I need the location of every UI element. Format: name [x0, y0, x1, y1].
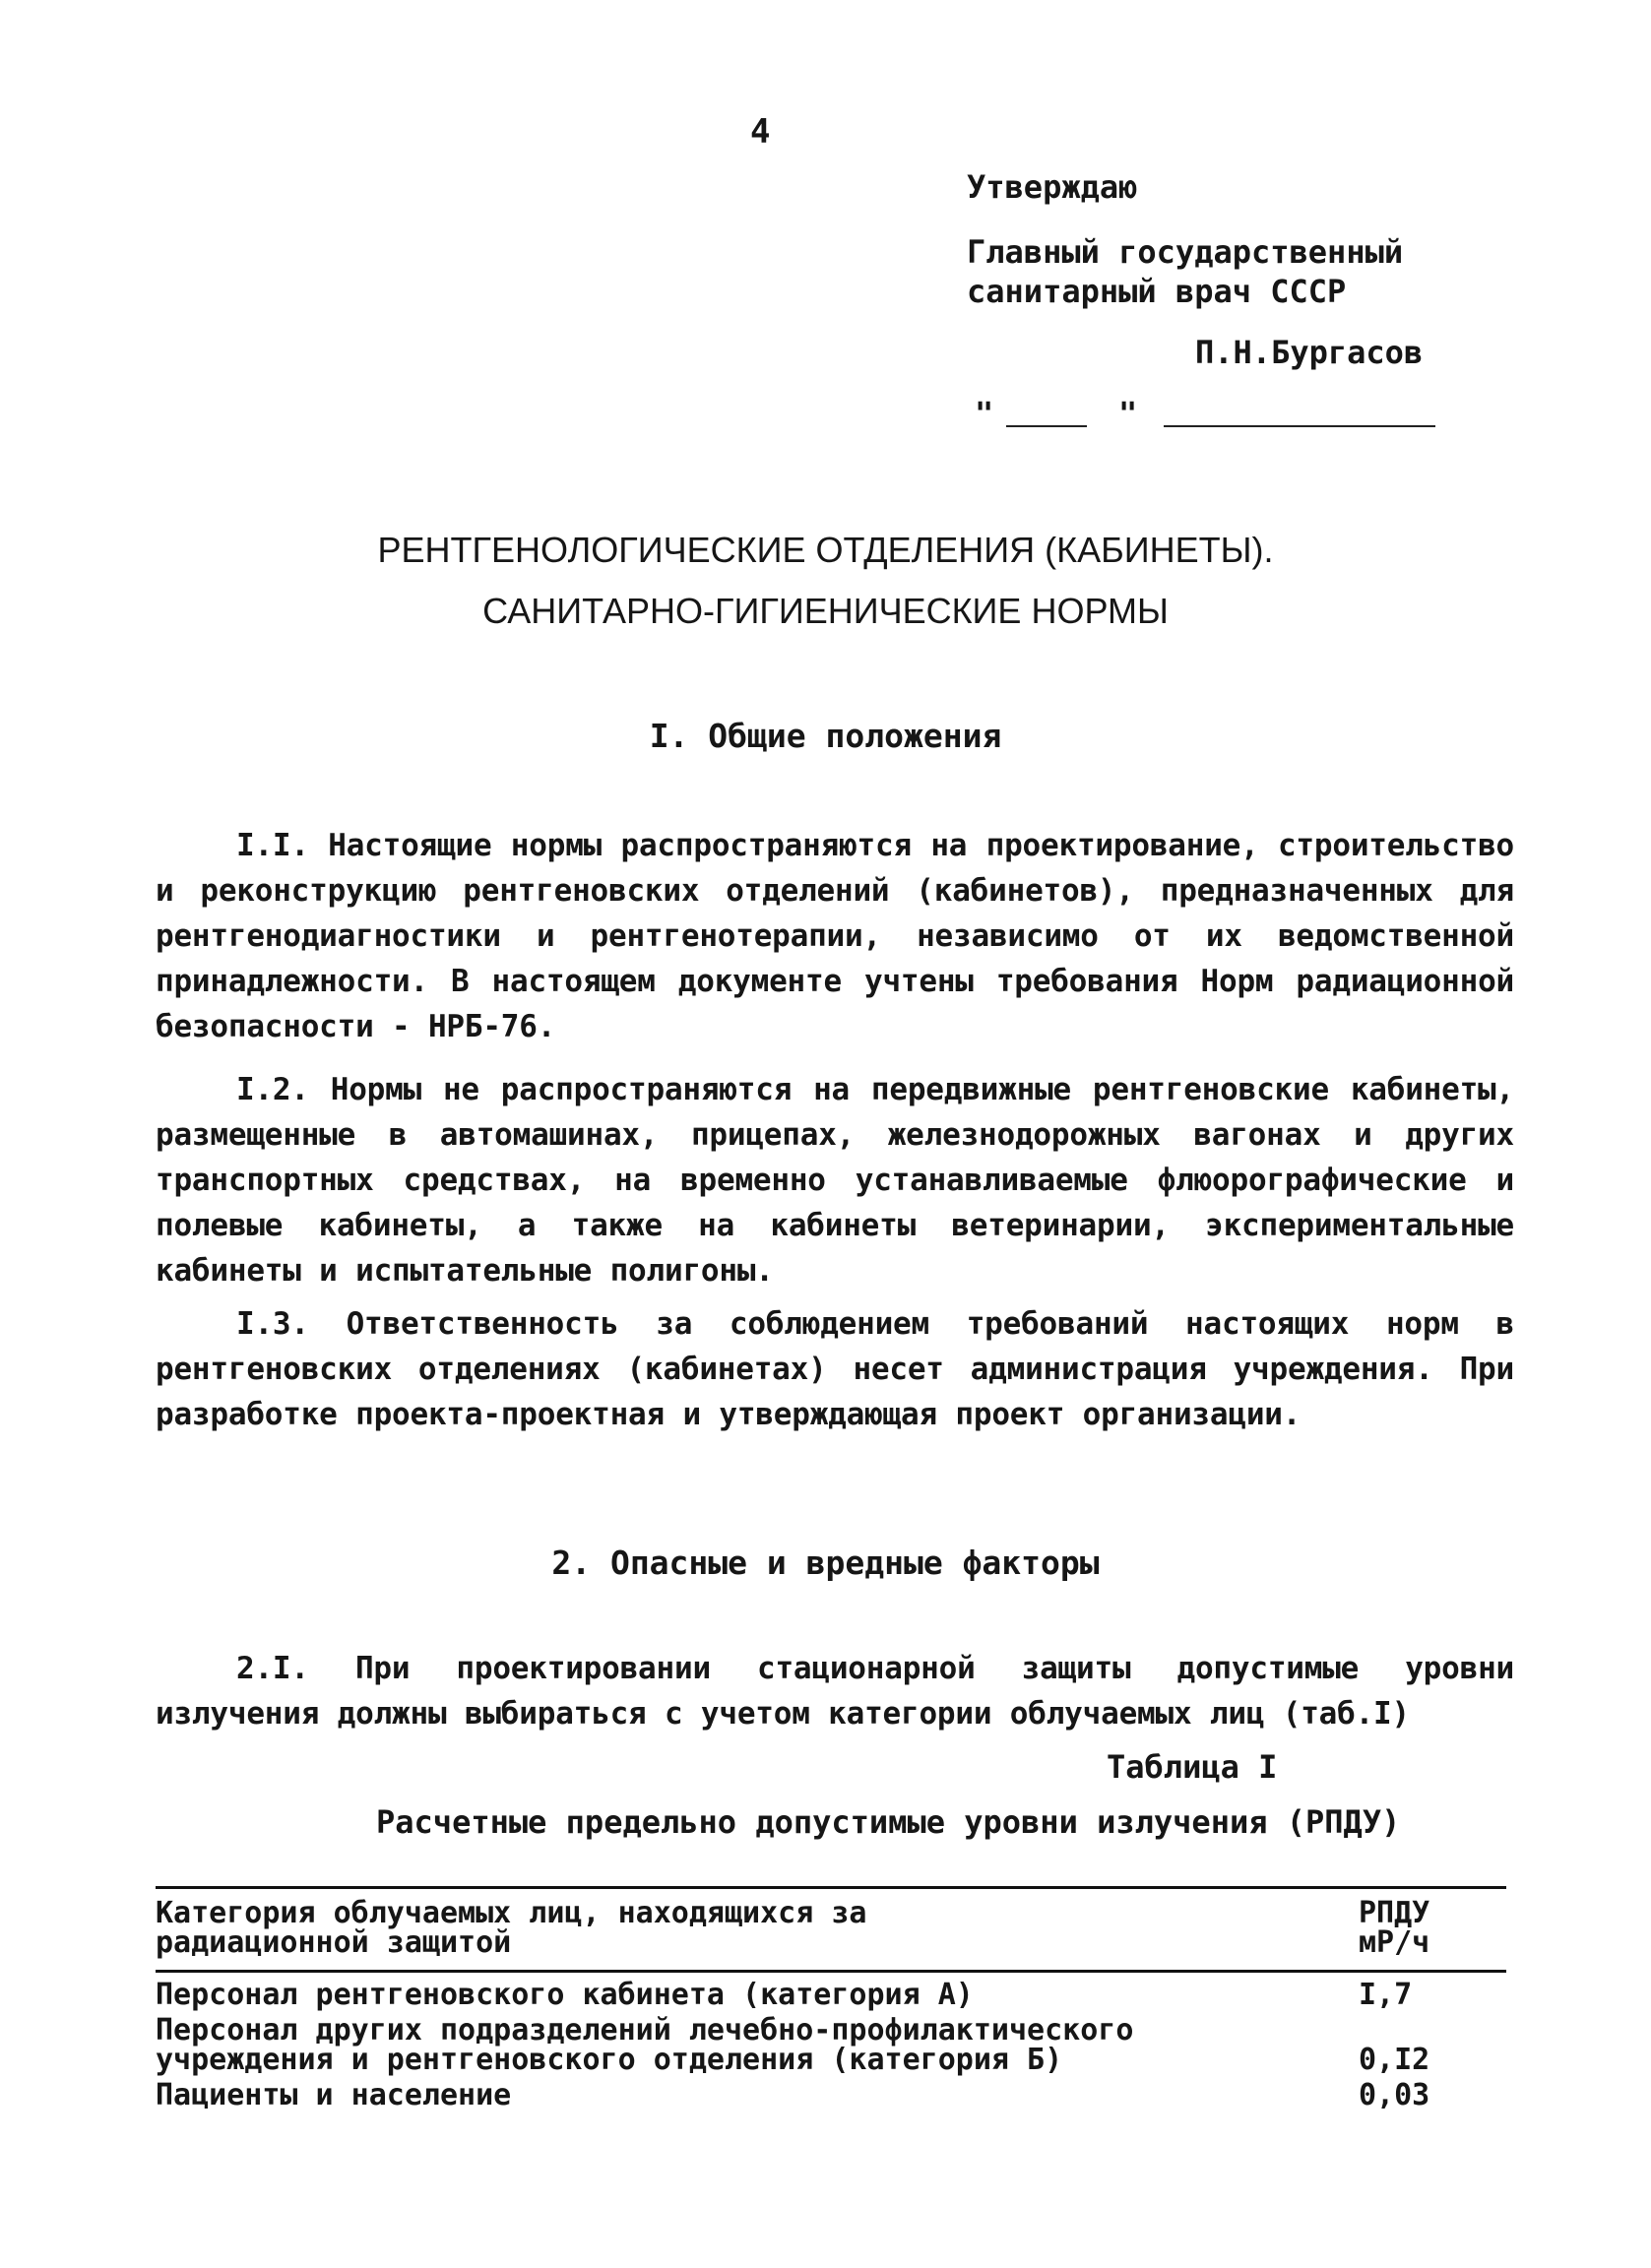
- category-line2: учреждения и рентгеновского отделения (категория Б): [156, 2043, 1063, 2077]
- table-header-row: [156, 1896, 1506, 1960]
- table-cell-value: 0,I2: [1359, 2043, 1430, 2077]
- approval-position-line2: санитарный врач СССР: [967, 273, 1347, 310]
- header-category-line1: Категория облучаемых лиц, находящихся за: [156, 1896, 867, 1930]
- table-header-category: [156, 1896, 1317, 1960]
- table-row: [156, 2013, 1506, 2077]
- date-quote-close: ": [1118, 395, 1138, 432]
- paragraph-1-2: I.2. Нормы не распространяются на передвижные рентгеновские кабинеты, размещенные в автомашинах, прицепах, железнодорожных вагонах и других транспортных средствах, на временно устанавливаемые флюорографические и полевые кабинеты, а также на кабинеты ветеринарии, экспериментальные кабинеты и испытательные полигоны.: [156, 1072, 1514, 1289]
- page-number: 4: [750, 112, 771, 152]
- table-cell-value: 0,03: [1359, 2078, 1430, 2112]
- table-cell-category: [156, 2013, 1317, 2077]
- date-quote-open: ": [975, 395, 994, 432]
- paragraph-1-3: I.3. Ответственность за соблюдением требований настоящих норм в рентгеновских отделениях (кабинетах) несет администрация учреждения. При разработке проекта-проектная и утверждающая проект организации.: [156, 1306, 1514, 1432]
- document-title-line1: РЕНТГЕНОЛОГИЧЕСКИЕ ОТДЕЛЕНИЯ (КАБИНЕТЫ).: [377, 530, 1274, 570]
- header-value-line1: РПДУ: [1359, 1896, 1430, 1930]
- table-cell-category: Пациенты и население: [156, 2078, 512, 2112]
- table-top-rule: [156, 1886, 1506, 1889]
- table-header-value: [1359, 1896, 1506, 1960]
- date-month-blank: [1164, 425, 1435, 427]
- approval-word: Утверждаю: [967, 168, 1138, 206]
- approval-date-line: [967, 394, 1459, 433]
- section-heading-hazards: 2. Опасные и вредные факторы: [551, 1544, 1100, 1582]
- paragraph-1-1: I.I. Настоящие нормы распространяются на проектирование, строительство и реконструкцию рентгеновских отделений (кабинетов), предназначенных для рентгенодиагностики и рентгенотерапии, независимо от их ведомственной принадлежности. В настоящем документе учтены требования Норм радиационной безопасности - НРБ-76.: [156, 828, 1514, 1044]
- header-category-line2: радиационной защитой: [156, 1925, 512, 1960]
- table-caption: Расчетные предельно допустимые уровни излучения (РПДУ): [376, 1803, 1401, 1841]
- table-row: [156, 1978, 1506, 2012]
- table-header-rule: [156, 1970, 1506, 1973]
- header-value-line2: мР/ч: [1359, 1925, 1430, 1960]
- table-cell-value: I,7: [1359, 1978, 1413, 2012]
- table-row: [156, 2078, 1506, 2112]
- table-cell-category: Персонал рентгеновского кабинета (категория А): [156, 1978, 974, 2012]
- approval-block: [967, 167, 1459, 433]
- section-heading-general: I. Общие положения: [649, 717, 1002, 755]
- approval-position-line1: Главный государственный: [967, 233, 1404, 271]
- paragraph-2-1: 2.I. При проектировании стационарной защиты допустимые уровни излучения должны выбираться с учетом категории облучаемых лиц (таб.I): [156, 1651, 1514, 1732]
- approval-signer: П.Н.Бургасов: [1195, 334, 1424, 371]
- category-line1: Персонал других подразделений лечебно-профилактического: [156, 2013, 1134, 2048]
- table-label: Таблица I: [1107, 1748, 1278, 1786]
- radiation-levels-table: [156, 1886, 1506, 2116]
- document-title-line2: САНИТАРНО-ГИГИЕНИЧЕСКИЕ НОРМЫ: [482, 591, 1169, 631]
- date-day-blank: [1006, 425, 1087, 427]
